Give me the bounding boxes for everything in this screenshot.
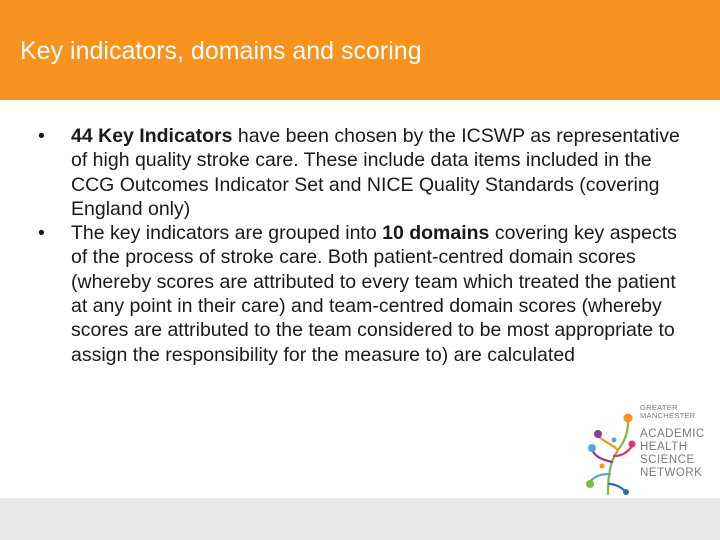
bullet-list <box>38 124 688 367</box>
logo-line: SCIENCE <box>640 454 695 466</box>
bullet-bold-text: 10 domains <box>382 222 490 245</box>
bullet-item-domains <box>38 221 688 367</box>
bullet-marker: • <box>38 125 45 147</box>
slide-body <box>38 124 688 367</box>
logo-line: HEALTH <box>640 441 688 453</box>
title-bar <box>0 0 720 100</box>
logo-line: ACADEMIC <box>640 428 705 440</box>
bullet-text: covering key aspects of the process of stroke care. Both patient-centred domain scores (whereby scores are attributed to every team which treated the patient at any point in their care) and team-centred domain scores (whereby scores are attributed to the team considered to be most appropriate to assign the responsibility for the measure to) are calculated <box>71 222 677 366</box>
bullet-marker: • <box>38 222 45 245</box>
gm-ahsn-logo <box>584 404 704 496</box>
footer-bar <box>0 498 720 540</box>
logo-wordmark <box>640 404 705 480</box>
logo-line: MANCHESTER <box>640 411 696 420</box>
logo-line: NETWORK <box>640 467 703 479</box>
bullet-text: have been chosen by the ICSWP as representative of high quality stroke care. These include data items included in the CCG Outcomes Indicator Set and NICE Quality Standards (covering England only) <box>71 125 680 220</box>
logo-line: GREATER <box>640 403 678 412</box>
bullet-text: The key indicators are grouped into <box>71 222 383 245</box>
slide-title: Key indicators, domains and scoring <box>20 37 422 65</box>
network-tree-icon <box>584 404 640 496</box>
bullet-bold-text: 44 Key Indicators <box>71 125 233 147</box>
bullet-item-key-indicators <box>38 124 688 221</box>
